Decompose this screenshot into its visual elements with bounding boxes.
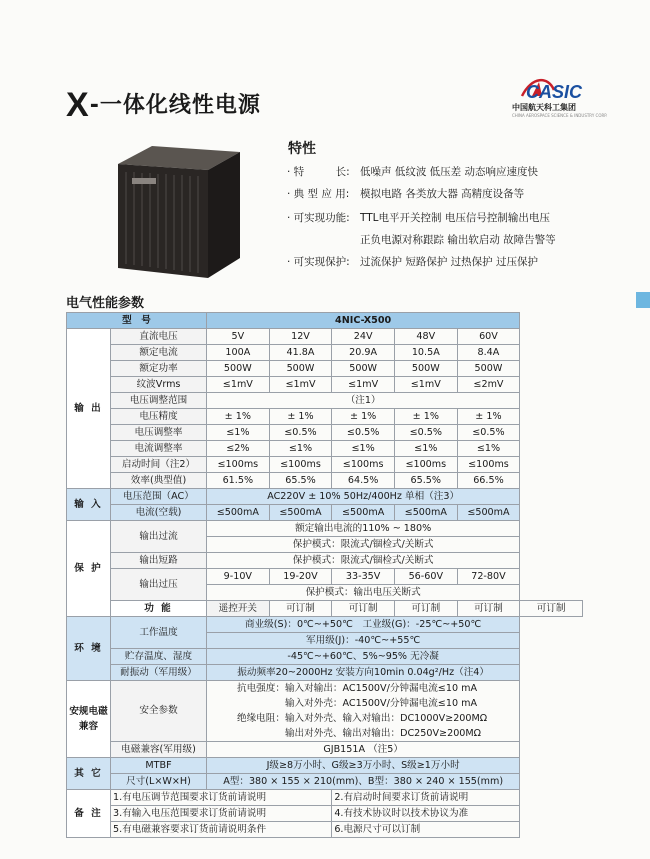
- cell: 72-80V: [457, 569, 520, 585]
- table-row: [67, 601, 583, 617]
- product-image: [112, 142, 242, 280]
- cell: 20.9A: [332, 345, 395, 361]
- cell: 保护模式：限流式/锢检式/关断式: [207, 553, 520, 569]
- feature-item: · 典 型 应 用: 模拟电路 各类放大器 高精度设备等: [287, 188, 525, 200]
- row-label: 启动时间（注2）: [111, 457, 207, 473]
- row-label: 电压调整范围: [111, 393, 207, 409]
- cell: AC220V ± 10% 50Hz/400Hz 单相（注3）: [207, 489, 520, 505]
- cell: ≤100ms: [457, 457, 520, 473]
- cell: 100A: [207, 345, 270, 361]
- cell: 61.5%: [207, 473, 270, 489]
- cell: ≤1%: [332, 441, 395, 457]
- category-safety: 安规电磁兼容: [67, 681, 111, 758]
- safety-line: 绝缘电阻：输入对外壳、输入对输出：DC1000V≥200MΩ: [237, 713, 488, 724]
- cell: ≤0.5%: [394, 425, 457, 441]
- row-label: 电流调整率: [111, 441, 207, 457]
- cell: ≤1%: [394, 441, 457, 457]
- cell: 军用级(J)：-40℃~+55℃: [207, 633, 520, 649]
- table-row: [67, 665, 583, 681]
- cell: ≤1%: [207, 425, 270, 441]
- cell: 保护模式：输出电压关断式: [207, 585, 520, 601]
- table-row: [67, 393, 583, 409]
- cell: 12V: [269, 329, 332, 345]
- category-other: 其 它: [67, 758, 111, 790]
- section-title: 电气性能参数: [66, 296, 145, 311]
- cell: 8.4A: [457, 345, 520, 361]
- cell: 48V: [394, 329, 457, 345]
- row-label: 额定电流: [111, 345, 207, 361]
- table-row: [67, 313, 583, 329]
- cell: ≤2mV: [457, 377, 520, 393]
- row-label: 效率(典型值): [111, 473, 207, 489]
- cell: ≤500mA: [332, 505, 395, 521]
- cell: 19-20V: [269, 569, 332, 585]
- cell: 商业级(S)：0℃~+50℃ 工业级(G)：-25℃~+50℃: [207, 617, 520, 633]
- cell: 56-60V: [394, 569, 457, 585]
- cell: 额定输出电流的110% ~ 180%: [207, 521, 520, 537]
- model-value: 4NIC-X500: [207, 313, 520, 329]
- cell: 66.5%: [457, 473, 520, 489]
- cell: ≤1mV: [207, 377, 270, 393]
- cell: ≤1mV: [269, 377, 332, 393]
- note: 4.有技术协议时以技术协议为准: [332, 806, 520, 822]
- cell: ≤0.5%: [269, 425, 332, 441]
- cell: -45℃~+60℃、5%~95% 无冷凝: [207, 649, 520, 665]
- table-row: [67, 806, 583, 822]
- table-row: [67, 758, 583, 774]
- table-row: [67, 409, 583, 425]
- cell: ≤1%: [457, 441, 520, 457]
- category-protect: 保 护: [67, 521, 111, 617]
- cell: 60V: [457, 329, 520, 345]
- row-label: 直流电压: [111, 329, 207, 345]
- cell: 500W: [207, 361, 270, 377]
- casic-logo-icon: [512, 74, 598, 102]
- cell: ≤100ms: [269, 457, 332, 473]
- side-tab: [636, 292, 650, 308]
- safety-line: 输入对外壳：AC1500V/分钟漏电流≤10 mA: [237, 698, 478, 709]
- model-label: 型 号: [67, 313, 207, 329]
- cell: 保护模式：限流式/锢检式/关断式: [207, 537, 520, 553]
- row-label: 安全参数: [111, 681, 207, 742]
- row-label: 遥控开关: [207, 601, 270, 617]
- table-row: [67, 505, 583, 521]
- cell: 10.5A: [394, 345, 457, 361]
- cell: 5V: [207, 329, 270, 345]
- casic-logo: [512, 74, 608, 122]
- table-row: [67, 489, 583, 505]
- cell: 65.5%: [394, 473, 457, 489]
- row-label: 贮存温度、湿度: [111, 649, 207, 665]
- page-title: [66, 86, 261, 125]
- cell: 可订制: [457, 601, 520, 617]
- cell: 500W: [457, 361, 520, 377]
- table-row: [67, 473, 583, 489]
- cell: ± 1%: [457, 409, 520, 425]
- title-text: -一体化线性电源: [89, 93, 261, 118]
- note: 1.有电压调节范围要求订货前请说明: [111, 790, 332, 806]
- cell: ≤100ms: [207, 457, 270, 473]
- cell: ≤500mA: [207, 505, 270, 521]
- logo-cn: 中国航天科工集团: [512, 103, 576, 112]
- row-label: 耐振动（军用级）: [111, 665, 207, 681]
- cell: 可订制: [332, 601, 395, 617]
- row-label: 纹波Vrms: [111, 377, 207, 393]
- cell: ≤0.5%: [457, 425, 520, 441]
- cell: ± 1%: [394, 409, 457, 425]
- cell: ≤100ms: [394, 457, 457, 473]
- cell: J级≥8万小时、G级≥3万小时、S级≥1万小时: [207, 758, 520, 774]
- cell: ± 1%: [332, 409, 395, 425]
- row-label: 电压调整率: [111, 425, 207, 441]
- category-input: 输 入: [67, 489, 111, 521]
- table-row: [67, 377, 583, 393]
- cell: A型：380 × 155 × 210(mm)、B型：380 × 240 × 155(mm): [207, 774, 520, 790]
- features-heading: 特性: [288, 141, 316, 157]
- cell: （注1）: [207, 393, 520, 409]
- cell: ≤1%: [269, 441, 332, 457]
- row-label: 电压范围（AC）: [111, 489, 207, 505]
- cell: 65.5%: [269, 473, 332, 489]
- cell: GJB151A （注5）: [207, 742, 520, 758]
- cell: ≤1mV: [394, 377, 457, 393]
- cell: 可订制: [520, 601, 583, 617]
- table-row: [67, 345, 583, 361]
- cell: 振动频率20~2000Hz 安装方向10min 0.04g²/Hz（注4）: [207, 665, 520, 681]
- note: 5.有电磁兼容要求订货前请说明条件: [111, 822, 332, 838]
- cell: 可订制: [394, 601, 457, 617]
- cell: 500W: [394, 361, 457, 377]
- feature-item: 正负电源对称跟踪 输出软启动 故障告警等: [360, 234, 556, 246]
- cell: 500W: [332, 361, 395, 377]
- category-environment: 环 境: [67, 617, 111, 681]
- safety-cell: [207, 681, 520, 742]
- title-x: X: [66, 86, 90, 124]
- safety-line: 输出对外壳、输出对输出：DC250V≥200MΩ: [237, 728, 482, 739]
- table-row: [67, 457, 583, 473]
- category-function: 功 能: [111, 601, 207, 617]
- cell: ± 1%: [269, 409, 332, 425]
- cell: 可订制: [269, 601, 332, 617]
- cell: 24V: [332, 329, 395, 345]
- spec-table: [66, 312, 583, 838]
- table-row: [67, 822, 583, 838]
- safety-line: 抗电强度：输入对输出：AC1500V/分钟漏电流≤10 mA: [237, 683, 478, 694]
- logo-en: CHINA AEROSPACE SCIENCE & INDUSTRY CORP.: [512, 113, 608, 118]
- cell: ≤2%: [207, 441, 270, 457]
- feature-item: · 可实现功能: TTL电平开关控制 电压信号控制输出电压: [287, 212, 550, 224]
- row-label: 电磁兼容(军用级): [111, 742, 207, 758]
- table-row: [67, 617, 583, 633]
- note: 6.电源尺寸可以订制: [332, 822, 520, 838]
- svg-text:CASIC: CASIC: [526, 82, 583, 102]
- cell: ≤1mV: [332, 377, 395, 393]
- cell: ≤500mA: [394, 505, 457, 521]
- cell: ≤500mA: [457, 505, 520, 521]
- table-row: [67, 329, 583, 345]
- row-label: 额定功率: [111, 361, 207, 377]
- table-row: [67, 681, 583, 742]
- category-notes: 备 注: [67, 790, 111, 838]
- note: 2.有启动时间要求订货前请说明: [332, 790, 520, 806]
- row-label: 输出过压: [111, 569, 207, 601]
- table-row: [67, 361, 583, 377]
- cell: ≤500mA: [269, 505, 332, 521]
- row-label: 工作温度: [111, 617, 207, 649]
- table-row: [67, 553, 583, 569]
- cell: ≤0.5%: [332, 425, 395, 441]
- table-row: [67, 425, 583, 441]
- feature-item: · 特 长: 低噪声 低纹波 低压差 动态响应速度快: [287, 166, 539, 178]
- row-label: 输出过流: [111, 521, 207, 553]
- cell: 41.8A: [269, 345, 332, 361]
- cell: 64.5%: [332, 473, 395, 489]
- row-label: 电压精度: [111, 409, 207, 425]
- cell: ≤100ms: [332, 457, 395, 473]
- row-label: MTBF: [111, 758, 207, 774]
- row-label: 尺寸(L×W×H): [111, 774, 207, 790]
- table-row: [67, 441, 583, 457]
- feature-item: · 可实现保护: 过流保护 短路保护 过热保护 过压保护: [287, 256, 539, 268]
- cell: 500W: [269, 361, 332, 377]
- table-row: [67, 742, 583, 758]
- table-row: [67, 521, 583, 537]
- table-row: [67, 790, 583, 806]
- row-label: 电流(空载): [111, 505, 207, 521]
- table-row: [67, 569, 583, 585]
- table-row: [67, 649, 583, 665]
- row-label: 输出短路: [111, 553, 207, 569]
- cell: ± 1%: [207, 409, 270, 425]
- cell: 9-10V: [207, 569, 270, 585]
- note: 3.有输入电压范围要求订货前请说明: [111, 806, 332, 822]
- category-output: 输 出: [67, 329, 111, 489]
- table-row: [67, 774, 583, 790]
- cell: 33-35V: [332, 569, 395, 585]
